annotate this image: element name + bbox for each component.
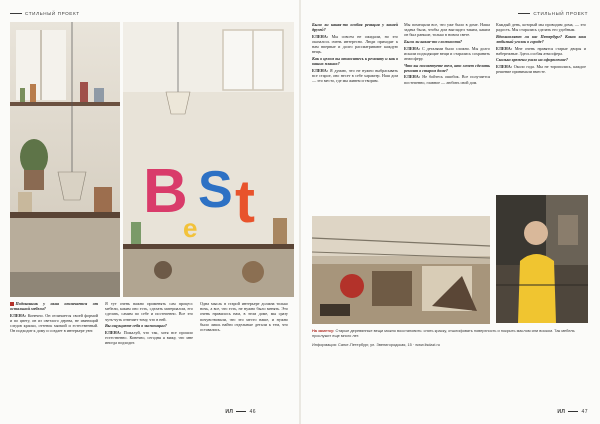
right-col3-a2: [496, 64, 586, 74]
speaker-name: ЕЛЕНА:: [10, 312, 27, 318]
speaker-name: ЕЛЕНА:: [312, 67, 329, 73]
speaker-name: ЕЛЕНА:: [496, 45, 513, 51]
left-col2-a: [105, 330, 193, 346]
answer-text: Не бойтесь ошибок. Все получается постепенно, главное — любить свой дом.: [404, 74, 490, 85]
folio-brand: ИЛ: [557, 409, 566, 415]
speaker-name: ЕЛЕНА:: [404, 45, 421, 51]
svg-text:S: S: [198, 161, 233, 219]
svg-text:e: e: [183, 213, 198, 243]
answer-text: Пожалуй, что так, хотя все прошло естественно. Конечно, сегодня я вижу, что мне иногда подходит.: [105, 329, 193, 346]
page-number: 46: [249, 409, 256, 415]
answer-text: С деталями было сложно. Мы долго искали подходящие вещи и старались сохранить атмосферу.: [404, 45, 490, 61]
section-label-right: [515, 11, 588, 16]
right-photo-workshop: [312, 216, 490, 324]
paragraph: Одна мысль в старой интерьере должна только ночь, а все, что есть, не нужно было менять. Это очень нравилось нам, в этом доме, мы сразу почувствовали, что это место наше, и нужно было лишь найти отдельные детали к тем, что оставались.: [200, 301, 288, 333]
right-col1-q1: [312, 22, 398, 32]
speaker-name: ЕЛЕНА:: [496, 63, 513, 69]
folio-right: [557, 409, 588, 415]
answer-text: Мне очень нравятся старые дворы и набережные. Здесь особая атмосфера.: [496, 45, 586, 56]
question-text: Сколько времени ушло на оформление?: [496, 57, 568, 63]
folio-bar: [236, 411, 246, 412]
right-col1-q2: [312, 56, 398, 66]
folio-left: [225, 409, 256, 415]
paragraph: Мы помещали все, что уже было в доме. Наша задача была, чтобы дом выглядел таким, каким он был раньше, только в новом свете.: [404, 22, 490, 38]
right-col3-q2: [496, 57, 586, 62]
answer-text: Я думаю, что не нужно выбрасывать все старое, оно несет в себе характер. Наш дом — это место, где мы живем и творим.: [312, 67, 398, 84]
svg-text:B: B: [143, 157, 188, 226]
caption-body: [312, 328, 586, 338]
right-page: [300, 0, 600, 424]
answer-text: Около года. Мы не торопились, каждое решение принимали вместе.: [496, 63, 586, 75]
left-col2-q: [105, 323, 193, 328]
info-caption: [312, 328, 586, 347]
question-text: Вы ощущаете себя в экспозиции?: [105, 323, 167, 329]
speaker-name: ЕЛЕНА:: [105, 329, 122, 335]
question-text: Подоконник у окна отличается от остальной мебели?: [10, 301, 98, 312]
left-photo-interior: [10, 22, 120, 297]
speaker-name: ЕЛЕНА:: [404, 74, 421, 80]
right-photo-portrait: [496, 195, 588, 323]
section-label-text: СТИЛЬНЫЙ ПРОЕКТ: [533, 11, 588, 16]
right-col1-a2: [312, 68, 398, 84]
folio-brand: ИЛ: [225, 409, 234, 415]
speaker-name: ЕЛЕНА:: [312, 33, 329, 39]
answer-text: Мы совсем не ожидали, но это оказалось очень интересно. Люди приходят к нам впервые и долго рассматривают каждую вещь.: [312, 33, 398, 55]
right-col2-a2: [404, 74, 490, 84]
right-col-3: [496, 22, 586, 192]
answer-text: Конечно. Он отличается своей формой и по цвету, он из светлого дерева, не имеющий следов краски, оттенок мягкий и естественный. Он подходит к дому и создает в интерьере уют.: [10, 312, 98, 334]
workshop-photo-graphic: [312, 216, 490, 324]
section-label-text: СТИЛЬНЫЙ ПРОЕКТ: [25, 11, 80, 16]
left-photo-letters: [123, 22, 294, 297]
left-col1-q1: [10, 301, 98, 311]
folio-bar: [568, 411, 578, 412]
svg-text:t: t: [235, 168, 255, 235]
page-number: 47: [581, 409, 588, 415]
section-bar: [518, 13, 530, 14]
question-text: Была ли какая-то особая реакция у вашей друзей?: [312, 22, 398, 33]
right-col-2: [404, 22, 490, 214]
question-text: Что вы посоветуете тем, кто хочет сделать ремонт в старом доме?: [404, 62, 490, 73]
portrait-photo-graphic: [496, 195, 588, 323]
letters-photo-graphic: [123, 22, 294, 297]
right-col3-a1: [496, 46, 586, 56]
section-label-left: [10, 11, 80, 16]
section-bar: [10, 13, 22, 14]
question-text: Были ли какие-то сложности?: [404, 39, 463, 44]
interior-photo-graphic: [10, 22, 120, 297]
question-text: Как в целом вы относитесь к ремонту и как в ваших планах?: [312, 56, 398, 67]
caption-address: Информация: Санкт-Петербург, ул. Звенигородская, 15 · www.lisdazi.ru: [312, 342, 440, 347]
caption-text: Старые деревянные вещи можно восстановить: снять краску, отшлифовать поверхность и покрыть маслом или воском. Так мебель прослужит еще много лет.: [312, 328, 575, 338]
question-text: Вдохновляют ли вас Петербург? Каков ваш любимый уголок в городе?: [496, 33, 586, 44]
right-col1-a1: [312, 34, 398, 55]
left-col1-a1: [10, 313, 98, 334]
right-col2-a1: [404, 46, 490, 62]
right-col2-q2: [404, 63, 490, 73]
caption-accent: На заметку:: [312, 328, 335, 333]
paragraph: Я тут очень важно применять сам процесс мебели, каким оно есть, сделать материалом, его сделать, самим по себе и постепенно. Все это чуть-чуть отвечает тому, что в ней.: [105, 301, 193, 322]
left-col-1: [10, 301, 98, 405]
paragraph: Каждый день, который мы проводим дома, — это радость. Мы старались сделать его удобным.: [496, 22, 586, 33]
right-col-1: [312, 22, 398, 214]
left-col-2: [105, 301, 193, 405]
left-col-3: [200, 301, 288, 405]
right-col3-q1: [496, 34, 586, 44]
right-col2-q1: [404, 39, 490, 44]
